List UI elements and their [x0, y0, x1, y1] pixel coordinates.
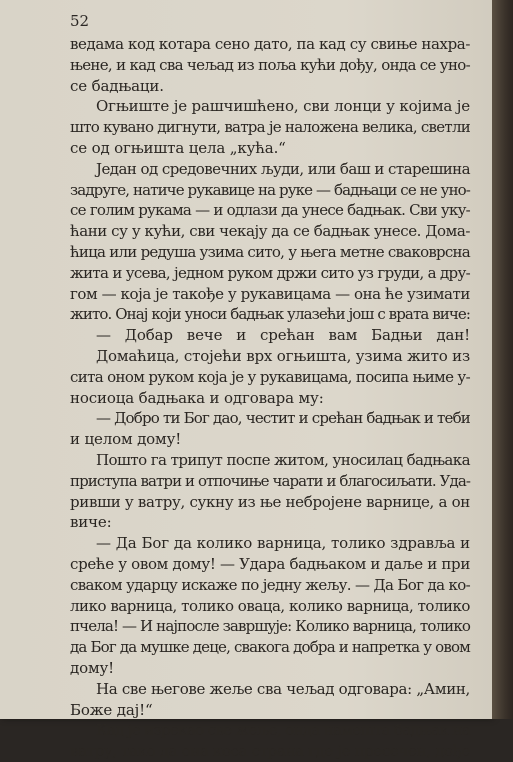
text-line: — Добро ти Бог дао, честит и срећан бадњак и теби [96, 409, 470, 428]
text-line: ривши у ватру, сукну из ње небројене варнице, а он [70, 492, 470, 511]
text-line: сита оном руком која је у рукавицама, посипа њиме у- [70, 367, 470, 386]
text-line: жита и усева, једном руком држи сито уз груди, а дру- [70, 263, 470, 282]
text-line: ћица или редуша узима сито, у њега метне сваковрсна [70, 242, 470, 261]
text-line: жито. Онај који уноси бадњак улазећи још с врата виче: [70, 305, 470, 324]
text-line: се од огњишта цела „кућа.“ [70, 138, 286, 157]
text-line: дому! [70, 658, 115, 677]
text-line: њене, и кад сва чељад из поља кући дођу, онда се уно- [70, 55, 470, 74]
page-number: 52 [70, 12, 90, 30]
text-line: се бадњаци. [70, 76, 164, 95]
text-line: ведама код котара сено дато, па кад су свиње нахра- [70, 35, 470, 53]
text-line: Један од средовечних људи, или баш и старешина [96, 159, 470, 178]
text-line: Огњиште је рашчишћено, сви лонци у којима је [96, 97, 470, 116]
text-line: Кад је изрекао све жеље, онда намешта бадњак на [96, 721, 470, 740]
text-line: и целом дому! [70, 430, 182, 449]
text-line: Боже дај!“ [70, 700, 153, 719]
text-line: На све његове жеље сва чељад одговара: „Амин, [96, 679, 470, 698]
text-line: лико варница, толико оваца, колико варница, толико [70, 596, 470, 615]
text-line: пчела! — И најпосле завршује: Колико варница, толико [70, 617, 470, 636]
text-line: се голим рукама — и одлази да унесе бадњак. Сви уку- [70, 201, 470, 220]
text-line: Домаћица, стојећи врх огњишта, узима жито из [96, 346, 470, 365]
book-edge [492, 0, 513, 719]
text-line: приступа ватри и отпочиње чарати и благосиљати. Уда- [70, 471, 470, 490]
text-line: да Бог да мушке деце, свакога добра и напретка у овом [70, 638, 470, 657]
text-line: што кувано дигнути, ватра је наложена велика, светли [70, 118, 470, 137]
text-line: сваком ударцу искаже по једну жељу. — Да Бог да ко- [70, 575, 470, 594]
text-line: среће у овом дому! — Удара бадњаком и даље и при [70, 554, 470, 573]
text-line: Пошто га трипут поспе житом, уносилац бадњака [96, 450, 470, 469]
text-line: — Да Бог да колико варница, толико здравља и [96, 534, 470, 553]
text-line: ватру, тако да она коса страна где је пресечен, дође [70, 742, 470, 761]
text-line: носиоца бадњака и одговара му: [70, 388, 324, 407]
text-line: — Добар вече и срећан вам Бадњи дан! [96, 326, 470, 345]
text-line: виче: [70, 513, 112, 532]
text-line: гом — која је такође у рукавицама — она ће узимати [70, 284, 470, 303]
text-line: ћани су у кући, сви чекају да се бадњак унесе. Дома- [70, 222, 470, 241]
text-line: задруге, натиче рукавице на руке — бадњаци се не уно- [70, 180, 470, 199]
page-text [70, 34, 470, 762]
